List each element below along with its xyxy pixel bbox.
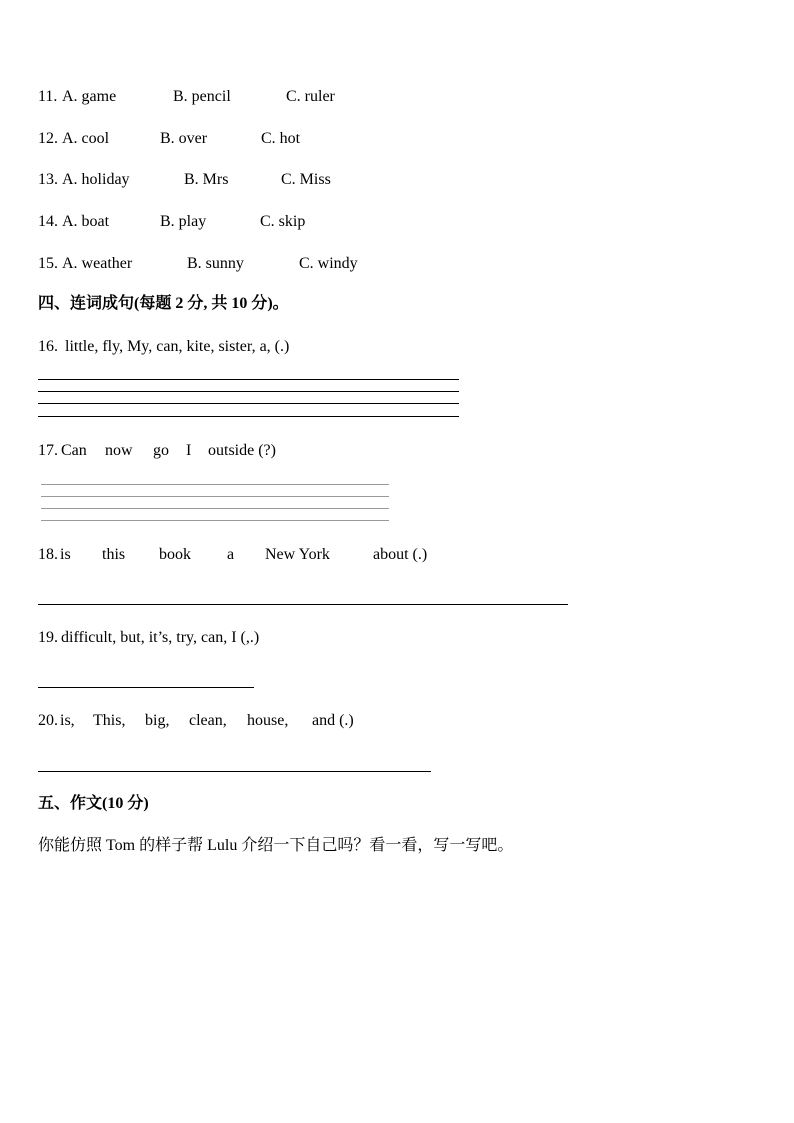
composition-instruction: 你能仿照 Tom 的样子帮 Lulu 介绍一下自己吗？看一看，写一写吧。 xyxy=(38,837,514,854)
option-b: B. sunny xyxy=(187,255,244,272)
question-number: 15. xyxy=(38,255,58,272)
answer-line xyxy=(38,391,459,392)
question-number: 14. xyxy=(38,213,58,230)
answer-line xyxy=(41,484,389,485)
answer-line xyxy=(38,604,568,605)
scrambled-word: go xyxy=(153,442,169,459)
scrambled-words: difficult, but, it’s, try, can, I (,.) xyxy=(61,629,260,646)
scrambled-word: I xyxy=(186,442,192,459)
answer-line xyxy=(38,379,459,380)
question-number: 11. xyxy=(38,88,58,105)
answer-line xyxy=(38,771,431,772)
option-c: C. windy xyxy=(299,255,358,272)
answer-line xyxy=(38,687,254,688)
scrambled-word: clean, xyxy=(189,712,227,729)
option-a: A. cool xyxy=(62,130,110,147)
option-c: C. skip xyxy=(260,213,306,230)
scrambled-word: is, xyxy=(60,712,75,729)
scrambled-word: about (.) xyxy=(373,546,428,563)
scrambled-word: New York xyxy=(265,546,330,563)
answer-line xyxy=(41,496,389,497)
question-number: 16. xyxy=(38,338,58,355)
scrambled-word: is xyxy=(60,546,71,563)
option-b: B. pencil xyxy=(173,88,231,105)
scrambled-word: now xyxy=(105,442,133,459)
scrambled-word: and (.) xyxy=(312,712,354,729)
scrambled-word: this xyxy=(102,546,126,563)
option-b: B. play xyxy=(160,213,207,230)
answer-line xyxy=(41,520,389,521)
scrambled-words: little, fly, My, can, kite, sister, a, (.) xyxy=(65,338,290,355)
scrambled-word: big, xyxy=(145,712,170,729)
option-c: C. Miss xyxy=(281,171,331,188)
answer-line xyxy=(41,508,389,509)
option-b: B. over xyxy=(160,130,208,147)
question-number: 18. xyxy=(38,546,58,563)
answer-line xyxy=(38,416,459,417)
section-5-heading: 五、作文(10 分) xyxy=(38,795,149,812)
question-number: 17. xyxy=(38,442,58,459)
option-b: B. Mrs xyxy=(184,171,229,188)
scrambled-word: Can xyxy=(61,442,87,459)
option-a: A. game xyxy=(62,88,117,105)
scrambled-word: house, xyxy=(247,712,289,729)
scrambled-word: outside (?) xyxy=(208,442,276,459)
option-c: C. hot xyxy=(261,130,301,147)
section-4-heading: 四、连词成句(每题 2 分, 共 10 分)。 xyxy=(38,295,289,312)
option-a: A. holiday xyxy=(62,171,130,188)
scrambled-word: a xyxy=(227,546,235,563)
question-number: 20. xyxy=(38,712,58,729)
option-a: A. weather xyxy=(62,255,133,272)
scrambled-word: This, xyxy=(93,712,126,729)
question-number: 19. xyxy=(38,629,58,646)
option-a: A. boat xyxy=(62,213,110,230)
question-number: 13. xyxy=(38,171,58,188)
question-number: 12. xyxy=(38,130,58,147)
answer-line xyxy=(38,403,459,404)
option-c: C. ruler xyxy=(286,88,335,105)
scrambled-word: book xyxy=(159,546,191,563)
